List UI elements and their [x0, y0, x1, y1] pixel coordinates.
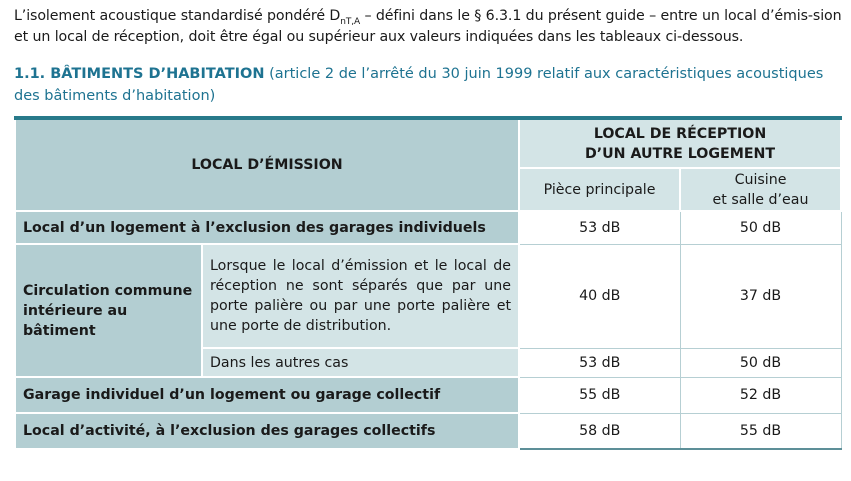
row-value-cuisine: 55 dB	[680, 413, 841, 449]
intro-text-part1: L’isolement acoustique standardisé pondéré D	[14, 8, 341, 24]
intro-subscript: nT,A	[340, 16, 361, 27]
section-subtitle: (article 2 de l’arrêté du 30 juin 1999 relatif aux caractéristiques acoustiques des bâtiments d’habitation)	[14, 66, 824, 104]
table-header-row	[15, 118, 841, 168]
table-row	[15, 377, 841, 413]
row-value-cuisine: 50 dB	[680, 211, 841, 244]
header-reception	[519, 118, 841, 168]
table-row	[15, 211, 841, 244]
section-heading	[14, 63, 844, 107]
row-label: Local d’activité, à l’exclusion des garages collectifs	[15, 413, 519, 449]
section-title: 1.1. BÂTIMENTS D’HABITATION	[14, 66, 265, 82]
header-emission: LOCAL D’ÉMISSION	[15, 118, 519, 211]
intro-text-part2: – défini dans le § 6.3.1 du présent guide – entre un local d’émis-sion et un local de réception, doit être égal ou supérieur aux valeurs indiquées dans les tableaux ci-dessous.	[14, 8, 842, 45]
table-row	[15, 244, 841, 348]
column-piece-principale: Pièce principale	[519, 168, 680, 211]
row-value-piece: 58 dB	[519, 413, 680, 449]
column-cuisine-line1: Cuisine	[734, 171, 787, 188]
column-cuisine-line2: et salle d’eau	[712, 191, 809, 208]
row-value-piece: 53 dB	[519, 348, 680, 377]
header-reception-line2: D’UN AUTRE LOGEMENT	[584, 145, 776, 162]
row-sublabel: Lorsque le local d’émission et le local de réception ne sont séparés que par une porte palière ou par une porte palière et une porte de distribution.	[202, 244, 519, 348]
row-value-piece: 55 dB	[519, 377, 680, 413]
header-reception-line1: LOCAL DE RÉCEPTION	[593, 125, 767, 142]
row-group-label: Circulation commune intérieure au bâtiment	[15, 244, 202, 377]
table-row	[15, 413, 841, 449]
row-value-cuisine: 37 dB	[680, 244, 841, 348]
row-sublabel: Dans les autres cas	[202, 348, 519, 377]
acoustic-table	[14, 116, 842, 450]
intro-paragraph	[14, 6, 844, 48]
row-value-piece: 40 dB	[519, 244, 680, 348]
row-label: Garage individuel d’un logement ou garage collectif	[15, 377, 519, 413]
row-label: Local d’un logement à l’exclusion des garages individuels	[15, 211, 519, 244]
column-cuisine	[680, 168, 841, 211]
row-value-cuisine: 52 dB	[680, 377, 841, 413]
row-value-piece: 53 dB	[519, 211, 680, 244]
row-value-cuisine: 50 dB	[680, 348, 841, 377]
